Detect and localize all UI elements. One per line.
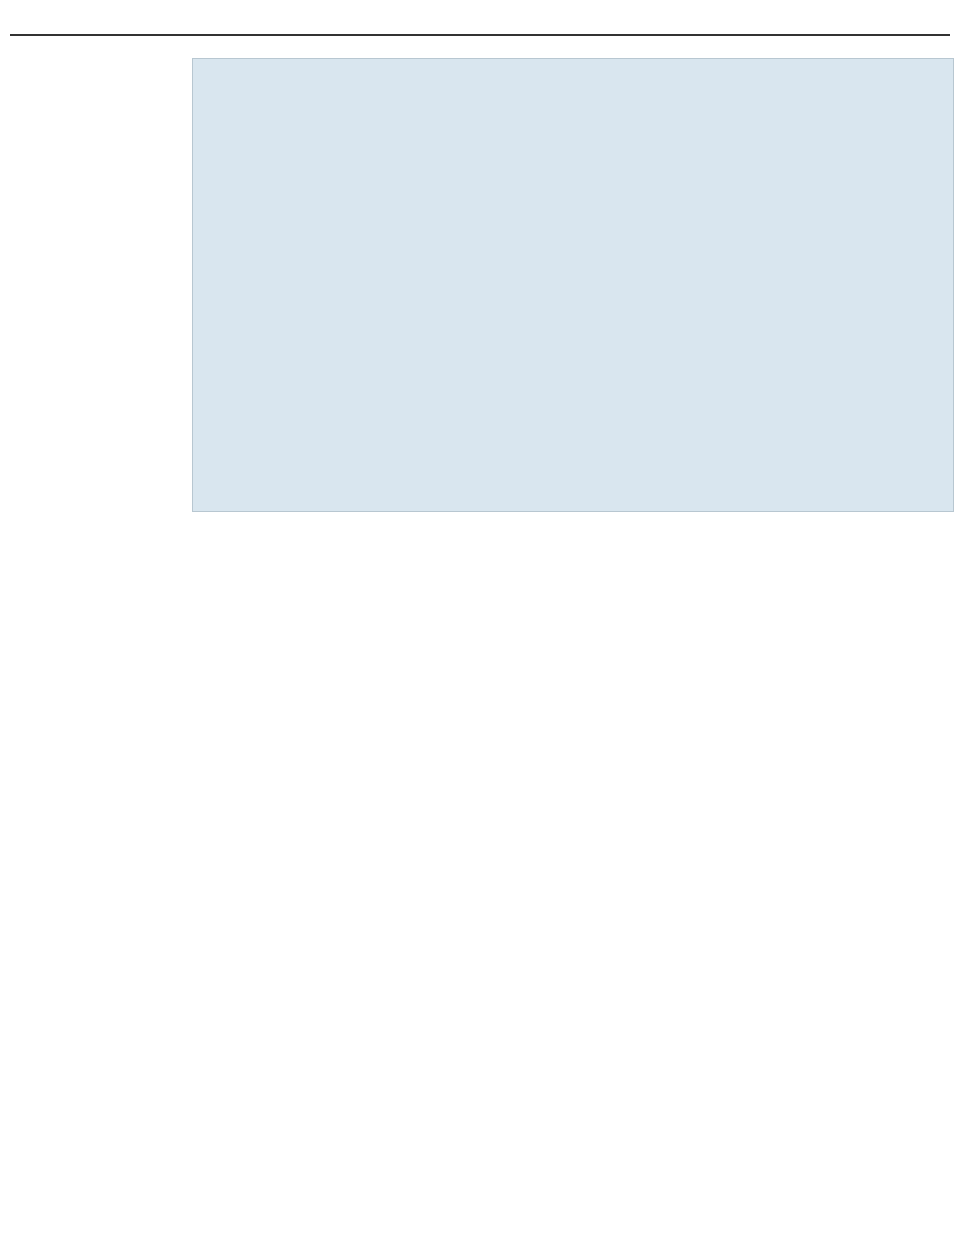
article-photo xyxy=(192,58,954,512)
left-column xyxy=(8,58,180,70)
header-divider xyxy=(10,34,950,36)
